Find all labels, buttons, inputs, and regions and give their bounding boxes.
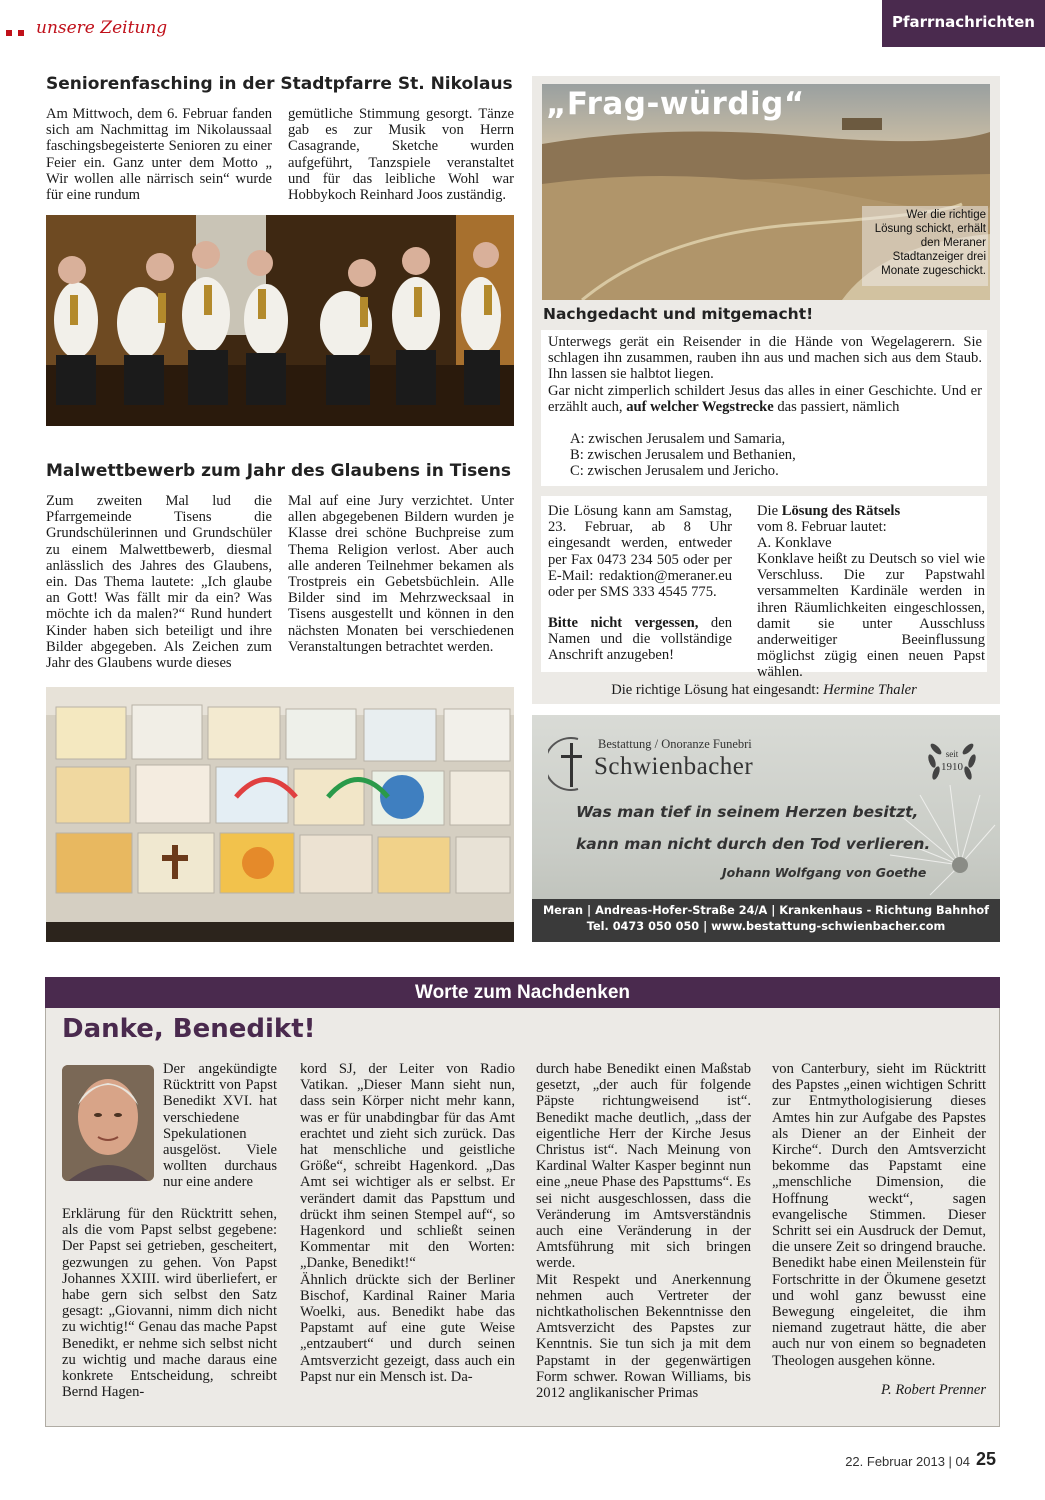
article1-column-2: gemütliche Stimmung gesorgt. Tänze gab es zur Musik von Herrn Casagrande, Sketche wurden aufgeführt, Tanzspiele veranstaltet und für das leibliche Wohl war Hobbykoch Reinhard Joos zuständig. [288,106,514,204]
quiz-winner [541,682,987,698]
ad-seit: seit [945,749,959,759]
quiz-intro-2 [548,383,982,415]
quiz-solution-answer: A. Konklave [757,535,832,551]
ad-quote-line-2: kann man nicht durch den Tod verlieren. [576,835,931,853]
quiz-solution-bold: Lösung des Rätsels [781,503,901,519]
page-number: 25 [976,1449,997,1469]
worte-column-4: von Canterbury, sieht im Rücktritt des Papstes „einen wichtigen Schritt zur Entmythologisierung dieses Amtes hin zur Aufgabe des Papstes als Diener an der Einheit der Kirche“. Durch den Amtsverzicht bekomme das Papstamt eine „menschliche Dimension, die Hoffnung weckt“, sagen evangelische Stimmen. Dieser Schritt sei ein Ausdruck der Demut, die unsere Zeit so dringend brauche. Benedikt habe einen Meilenstein für Fortschritte in der Ökumene gesetzt und wohl ganz bewusst eine Bewegung eingeleitet, die ihm niemand zugetraut hätte, die aber auch nur von einem so begnadeten Theologen ausgehen könne. [772,1061,986,1369]
quiz-submit-text: Die Lösung kann am Samstag, 23. Februar, ab 8 Uhr eingesandt werden, entweder per Fax 0473 234 505 oder per E-Mail: redaktion@meraner.eu oder per SMS 333 4545 775. [548,503,732,601]
worte-title: Danke, Benedikt! [62,1014,316,1044]
quiz-solution-text: Konklave heißt zu Deutsch so viel wie Verschluss. Die zur Papstwahl versammelten Kardinäle werden in ihren Räumlichkeiten eingeschlossen, damit sie unter Ausschluss anderweitiger Beeinflussung möglichst zügig einen neuen Papst wählen. [757,551,985,681]
ad-address: Meran | Andreas-Hofer-Straße 24/A | Krankenhaus - Richtung Bahnhof [542,904,990,917]
quiz-option-b: B: zwischen Jerusalem und Bethanien, [570,447,796,463]
seniors-carnival-photo [46,215,514,426]
worte-banner: Worte zum Nachdenken [45,977,1000,1008]
worte-column-3-para-2: Mit Respekt und Anerkennung nehmen auch Vertreter der nichtkatholischen Bekenntnisse den Amtsverzicht des Papstes zur Kenntnis. Sie tun sich ja mit dem Papstamt in der gegenwärtigen Form schwer. Rowan Williams, bis 2012 anglikanischer Primas [536,1271,751,1402]
article-title-malwettbewerb: Malwettbewerb zum Jahr des Glaubens in Tisens [46,461,512,481]
ad-contact: Tel. 0473 050 050 | www.bestattung-schwienbacher.com [586,920,946,933]
cross-logo-icon [548,737,592,791]
section-tab: Pfarrnachrichten [882,0,1045,47]
article1-column-1: Am Mittwoch, dem 6. Februar fanden sich am Nachmittag im Nikolaussaal faschingsbegeisterte Senioren zu einer Feier ein. Ganz unter dem Motto „ Wir wollen alle närrisch sein“ wurde für eine rundum [46,106,272,204]
article2-column-1: Zum zweiten Mal lud die Pfarrgemeinde Tisens die Grundschülerinnen und Grundschüler zu einem Malwettbewerb, diesmal anlässlich des Jahres des Glaubens, ein. Das Thema lautete: „Ich glaube an Gott! Was fällt mir da ein? Was möchte ich da malen?“ Rund hundert Kinder haben sich beteiligt und ihre Bilder abgegeben. Als Zeichen zum Jahr des Glaubens wurde dieses [46,493,272,672]
quiz-option-a: A: zwischen Jerusalem und Samaria, [570,431,786,447]
article2-column-2: Mal auf eine Jury verzichtet. Unter allen abgegebenen Bildern wurden je Klasse drei schöne Buchpreise zum Thema Religion verlost. Aber auch alle anderen Teilnehmer bekamen als Trostpreis ein Gebetsbüchlein. Alle Bilder sind im Mehrzwecksaal in Tisens ausgestellt und können in den nächsten Monaten bei verschiedenen Veranstaltungen betrachtet werden. [288,493,514,655]
ad-year: 1910 [941,761,963,773]
issue-date: 22. Februar 2013 | 04 [845,1454,970,1469]
publication-logo: unsere Zeitung [36,18,168,38]
quiz-reminder-bold: Bitte nicht vergessen, [548,615,699,631]
quiz-winner-name: Hermine Thaler [823,682,917,698]
quiz-solution-pre: Die [757,503,782,519]
ad-quote-line-1: Was man tief in seinem Herzen besitzt, [576,803,919,821]
worte-column-3 [536,1061,751,1401]
childrens-drawings-photo [46,687,514,942]
quiz-solution-heading [757,503,987,519]
article-title-seniorenfasching: Seniorenfasching in der Stadtpfarre St. Nikolaus [46,74,513,94]
quiz-option-c: C: zwischen Jerusalem und Jericho. [570,463,779,479]
header-squares [6,30,28,36]
ad-tagline: Bestattung / Onoranze Funebri [598,737,752,751]
author-portrait-photo [62,1065,154,1181]
worte-column-2 [300,1061,515,1385]
quiz-intro-2-post: das passiert, nämlich [773,399,900,416]
quiz-subtitle: Nachgedacht und mitgemacht! [543,305,814,323]
quiz-reminder [548,615,732,664]
quiz-intro-1: Unterwegs gerät ein Reisender in die Hände von Wegelagerern. Sie schlagen ihn zusammen, rauben ihn aus und machen sich aus dem Staub. Ihn lassen sie halbtot liegen. [548,334,982,383]
quiz-photo-caption: Wer die richtige Lösung schickt, erhält den Meraner Stadtanzeiger drei Monate zugeschickt. [874,209,986,277]
worte-column-2-para-2: Ähnlich drückte sich der Berliner Bischof, Kardinal Rainer Maria Woelki, aus. Benedikt habe das Papstamt auf eine gute Weise „entzaubert“ und durch seinen Amtsverzicht gezeigt, dass auch ein Papst nur ein Mensch ist. Da- [300,1271,515,1385]
funeral-ad [532,715,1000,942]
quiz-title: „Frag-würdig“ [546,86,805,122]
worte-column-3-para-1: durch habe Benedikt einen Maßstab gesetzt, „der auch für folgende Päpste richtungweisend ist“. Benedikt mache deutlich, „dass der eigentliche Herr der Kirche Jesus Christus ist“. Nach Meinung von Kardinal Walter Kasper beginnt nun eine „neue Phase des Papsttums“. Es sei nicht ausgeschlossen, dass die Veränderung im Amtsverständnis auch eine Veränderung in der Amtsführung mit sich bringen werde. [536,1061,751,1272]
quiz-intro-2-pre: Gar nicht zimperlich schildert Jesus das alles in einer Geschichte. Und er erzählt auch, [548,383,982,416]
ad-quote-author: Johann Wolfgang von Goethe [722,865,927,880]
worte-column-1-wrap: Der angekündigte Rücktritt von Papst Benedikt XVI. hat verschiedene Spekulationen ausgelöst. Viele wollten durchaus nur eine andere [163,1061,277,1191]
worte-author: P. Robert Prenner [881,1382,986,1398]
ad-company-name: Schwienbacher [594,753,754,780]
worte-column-1: Erklärung für den Rücktritt sehen, als die vom Papst selbst gegebene: Der Papst sei getrieben, gescheitert, gezwungen zu gehen. Von Papst Johannes XXIII. wird überliefert, er habe gern sich selbst den Satz gesagt: „Giovanni, nimm dich nicht zu wichtig!“ Genau das mache Papst Benedikt, er nehme sich selbst nicht zu wichtig und mache daraus eine konkrete Entscheidung, schreibt Bernd Hagen- [62,1206,277,1401]
quiz-winner-label: Die richtige Lösung hat eingesandt: [611,682,820,698]
quiz-intro-2-bold: auf welcher Wegstrecke [626,399,774,416]
worte-column-2-para-1: kord SJ, der Leiter von Radio Vatikan. „Dieser Mann sieht nun, dass sein Körper nicht mehr kann, was er für unabdingbar für das Amt erachtet und zieht sich zurück. Das hat menschliche und geistliche Größe“, schreibt Hagenkord. „Das Amt sei wichtiger als er selbst. Er verändert damit das Papsttum und drückt ihm seinen Stempel auf“, so Hagenkord und schließt seinen Kommentar mit den Worten: „Danke, Benedikt!“ [300,1061,515,1272]
quiz-solution-date: vom 8. Februar lautet: [757,519,887,535]
quiz-reminder-rest: den Namen und die vollständige Anschrift anzugeben! [548,615,732,664]
